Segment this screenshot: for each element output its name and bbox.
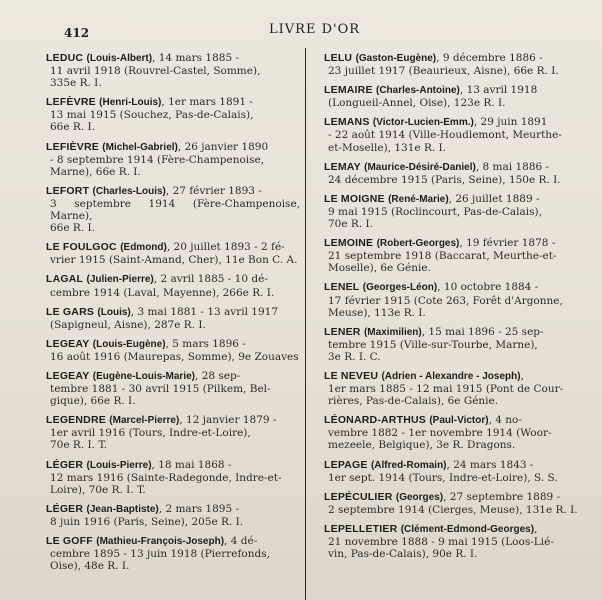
- entry-detail-line: mezeele, Belgique), 3e R. Dragons.: [328, 439, 516, 452]
- entry-detail-line: Marne), 66e R. I.: [50, 165, 141, 178]
- memorial-entry: LEDUC (Louis-Albert), 14 mars 1885 - 11 avril 1918 (Rouvrel-Castel, Somme), 335e R. I.: [46, 52, 261, 90]
- entry-surname: LEGEAY: [46, 369, 90, 382]
- entry-detail-line: 9 mai 1915 (Roclincourt, Pas-de-Calais),: [328, 205, 542, 218]
- entry-detail-line: 335e R. I.: [50, 77, 102, 90]
- entry-detail-line: - 8 septembre 1914 (Fère-Champenoise,: [50, 153, 265, 166]
- entry-detail-line: 24 décembre 1915 (Paris, Seine), 150e R. I.: [328, 173, 561, 186]
- entry-detail-line: gique), 66e R. I.: [50, 395, 136, 408]
- entry-given-names: (Jean-Baptiste): [86, 503, 159, 515]
- entry-detail-line: 70e R. I. T.: [50, 439, 108, 452]
- entry-given-names: (Adrien - Alexandre - Joseph): [381, 370, 521, 382]
- entry-detail-line: 3e R. I. C.: [328, 350, 381, 363]
- entry-detail-line: 3 mai 1881 - 13 avril 1917: [137, 305, 278, 318]
- entry-detail-line: 8 juin 1916 (Paris, Seine), 205e R. I.: [50, 515, 244, 528]
- entry-given-names: (Edmond): [120, 242, 167, 254]
- page-header: [0, 22, 602, 40]
- entry-detail-line: 3 septembre 1914 (Fère-Champenoise, Marne),: [50, 197, 300, 223]
- right-column: [314, 52, 584, 567]
- entry-detail-line: 21 novembre 1888 - 9 mai 1915 (Loos-Lié-: [328, 536, 554, 548]
- entry-detail-line: 24 mars 1843 -: [453, 458, 534, 471]
- memorial-entry: LEFÈVRE (Henri-Louis), 1er mars 1891 - 13 mai 1915 (Souchez, Pas-de-Calais), 66e R. I.: [46, 96, 254, 134]
- entry-surname: LENEL: [324, 281, 360, 294]
- entry-detail-line: 9 décembre 1886 -: [442, 52, 543, 64]
- memorial-entry: LE MOIGNE (René-Marie), 26 juillet 1889 - 9 mai 1915 (Roclincourt, Pas-de-Calais), 70e R. I.: [324, 192, 542, 231]
- entry-detail-line: cembre 1914 (Laval, Mayenne), 266e R. I.: [50, 286, 275, 299]
- entry-surname: LEMAIRE: [324, 84, 373, 97]
- entry-surname: LEGEAY: [46, 337, 90, 350]
- entry-surname: LELU: [324, 52, 353, 64]
- entry-detail-line: - 22 août 1914 (Ville-Houdlemont, Meurthe-: [328, 129, 562, 142]
- entry-surname: LEPÉCULIER: [324, 490, 393, 503]
- entry-detail-line: 13 mai 1915 (Souchez, Pas-de-Calais),: [50, 109, 254, 122]
- entry-surname: LEFORT: [46, 184, 90, 197]
- entry-detail-line: (Longueil-Annel, Oise), 123e R. I.: [328, 97, 506, 110]
- entry-given-names: (Robert-Georges): [376, 238, 460, 250]
- entry-detail-line: 8 mai 1886 -: [482, 160, 550, 173]
- memorial-entry: LENEL (Georges-Léon), 10 octobre 1884 - 17 février 1915 (Cote 263, Forêt d'Argonne, Meuse), 113e R. I.: [324, 281, 563, 319]
- entry-given-names: (Alfred-Romain): [370, 459, 447, 471]
- entry-surname: LEFIÈVRE: [46, 140, 99, 153]
- entry-detail-line: 66e R. I.: [50, 121, 95, 134]
- entry-detail-line: 19 février 1878 -: [466, 237, 556, 250]
- entry-surname: LE GARS: [46, 305, 95, 318]
- entry-detail-line: 1er avril 1916 (Tours, Indre-et-Loire),: [50, 427, 251, 440]
- entry-given-names: (Eugène-Louis-Marie): [92, 370, 195, 382]
- entry-given-names: (Louis-Albert): [86, 53, 153, 64]
- memorial-entry: LE GOFF (Mathieu-François-Joseph), 4 dé- cembre 1895 - 13 juin 1918 (Pierrefonds, Oise), 48e R. I.: [46, 535, 270, 573]
- entry-surname: LEPELLETIER: [324, 522, 398, 535]
- entry-detail-line: 12 janvier 1879 -: [186, 414, 277, 427]
- entry-detail-line: 10 octobre 1884 -: [443, 281, 539, 294]
- entry-detail-line: 28 sep-: [201, 369, 241, 382]
- entry-given-names: (Georges-Léon): [362, 282, 438, 294]
- entry-given-names: (Julien-Pierre): [86, 274, 154, 286]
- entry-given-names: (Charles-Louis): [92, 185, 166, 197]
- entry-detail-line: Oise), 48e R. I.: [50, 560, 130, 573]
- entry-given-names: (Louis): [97, 306, 131, 318]
- entry-detail-line: 4 no-: [495, 414, 522, 427]
- entry-detail-line: 66e R. I.: [50, 222, 95, 235]
- entry-detail-line: vin, Pas-de-Calais), 90e R. I.: [328, 548, 478, 561]
- entry-detail-line: 26 juillet 1889 -: [455, 192, 540, 205]
- memorial-entry: LENER (Maximilien), 15 mai 1896 - 25 sep- tembre 1915 (Ville-sur-Tourbe, Marne), 3e R. I. C.: [324, 325, 544, 363]
- entry-detail-line: 20 juillet 1893 - 2 fé-: [173, 241, 285, 254]
- entry-given-names: (Louis-Pierre): [86, 459, 152, 471]
- memorial-entry: LEGEAY (Louis-Eugène), 5 mars 1896 - 16 août 1916 (Maurepas, Somme), 9e Zouaves: [46, 337, 299, 363]
- entry-given-names: (Clément-Edmond-Georges): [400, 523, 535, 535]
- entry-detail-line: 2 mars 1895 -: [165, 502, 240, 515]
- entry-surname: LE NEVEU: [324, 369, 379, 382]
- column-divider: [305, 48, 306, 600]
- entry-given-names: (Charles-Antoine): [376, 85, 460, 97]
- entry-detail-line: vrier 1915 (Saint-Amand, Cher), 11e Bon C. A.: [50, 254, 298, 267]
- entry-detail-line: 23 juillet 1917 (Beaurieux, Aisne), 66e R. I.: [328, 65, 559, 78]
- entry-detail-line: vembre 1882 - 1er novembre 1914 (Woor-: [328, 427, 552, 440]
- memorial-entry: LÉGER (Louis-Pierre), 18 mai 1868 - 12 mars 1916 (Sainte-Radegonde, Indre-et- Loire), 70e R. I. T.: [46, 458, 282, 496]
- entry-detail-line: Loire), 70e R. I. T.: [50, 483, 146, 496]
- entry-detail-line: 17 février 1915 (Cote 263, Forêt d'Argonne,: [328, 294, 563, 307]
- entry-detail-line: 29 juin 1891: [480, 116, 548, 129]
- entry-surname: LENER: [324, 325, 361, 338]
- entry-detail-line: Meuse), 113e R. I.: [328, 306, 426, 319]
- page-title: LIVRE D'OR: [269, 22, 361, 37]
- entry-given-names: (Gaston-Eugène): [355, 53, 437, 64]
- entry-detail-line: 15 mai 1896 - 25 sep-: [428, 325, 544, 338]
- entry-surname: LE MOIGNE: [324, 192, 385, 205]
- entry-given-names: (Georges): [395, 491, 444, 503]
- entry-surname: LEMOINE: [324, 237, 374, 250]
- left-column: [36, 52, 300, 579]
- memorial-entry: LEGEAY (Eugène-Louis-Marie), 28 sep- tembre 1881 - 30 avril 1915 (Pilkem, Bel- gique), 66e R. I.: [46, 369, 271, 408]
- entry-given-names: (Paul-Victor): [429, 415, 489, 427]
- entry-surname: LEDUC: [46, 52, 84, 64]
- entry-detail-line: 27 septembre 1889 -: [449, 490, 561, 503]
- entry-surname: LEPAGE: [324, 458, 368, 471]
- memorial-entry: LÉONARD-ARTHUS (Paul-Victor), 4 no- vembre 1882 - 1er novembre 1914 (Woor- mezeele, Belgique), 3e R. Dragons.: [324, 414, 552, 452]
- entry-detail-line: 13 avril 1918: [466, 84, 538, 97]
- entry-detail-line: 16 août 1916 (Maurepas, Somme), 9e Zouaves: [50, 350, 299, 363]
- entry-surname: LÉGER: [46, 458, 84, 471]
- entry-surname: LEGENDRE: [46, 414, 106, 427]
- entry-detail-line: 70e R. I.: [328, 218, 373, 231]
- memorial-entry: LEFORT (Charles-Louis), 27 février 1893 - 3 septembre 1914 (Fère-Champenoise, Marne), 66e R. I.: [46, 184, 300, 235]
- entry-given-names: (Michel-Gabriel): [102, 141, 178, 153]
- entry-given-names: (Marcel-Pierre): [109, 415, 180, 427]
- page-number: 412: [64, 26, 90, 40]
- entry-detail-line: 11 avril 1918 (Rouvrel-Castel, Somme),: [50, 65, 261, 78]
- entry-detail-line: 1er sept. 1914 (Tours, Indre-et-Loire), S. S.: [328, 471, 558, 484]
- entry-detail-line: 1er mars 1885 - 12 mai 1915 (Pont de Cour-: [328, 383, 564, 396]
- entry-given-names: (Maximilien): [363, 326, 422, 338]
- entry-surname: LEMANS: [324, 116, 370, 129]
- memorial-entry: LEMAIRE (Charles-Antoine), 13 avril 1918 (Longueil-Annel, Oise), 123e R. I.: [324, 84, 538, 110]
- memorial-entry: [314, 370, 584, 407]
- entry-given-names: (Mathieu-François-Joseph): [96, 536, 225, 547]
- memorial-entry: LEPÉCULIER (Georges), 27 septembre 1889 - 2 septembre 1914 (Cierges, Meuse), 131e R. I.: [324, 490, 578, 516]
- memorial-entry: [314, 523, 584, 560]
- memorial-entry: LEFIÈVRE (Michel-Gabriel), 26 janvier 1890 - 8 septembre 1914 (Fère-Champenoise, Marne), 66e R. I.: [46, 140, 269, 178]
- entry-surname: LAGAL: [46, 273, 84, 286]
- entry-detail-line: 2 septembre 1914 (Cierges, Meuse), 131e R. I.: [328, 503, 578, 516]
- entry-given-names: (Louis-Eugène): [92, 338, 166, 350]
- memorial-entry: LEMANS (Victor-Lucien-Emm.), 29 juin 1891 - 22 août 1914 (Ville-Houdlemont, Meurthe- et-Moselle), 131e R. I.: [324, 116, 562, 154]
- entry-surname: LÉONARD-ARTHUS: [324, 414, 426, 427]
- memorial-entry: LELU (Gaston-Eugène), 9 décembre 1886 - 23 juillet 1917 (Beaurieux, Aisne), 66e R. I.: [324, 52, 559, 78]
- entry-given-names: (René-Marie): [388, 193, 449, 205]
- entry-detail-line: 14 mars 1885 -: [158, 52, 240, 64]
- entry-given-names: (Maurice-Désiré-Daniel): [364, 161, 476, 173]
- entry-detail-line: cembre 1895 - 13 juin 1918 (Pierrefonds,: [50, 548, 270, 561]
- entry-detail-line: 2 avril 1885 - 10 dé-: [160, 273, 268, 286]
- entry-given-names: (Victor-Lucien-Emm.): [372, 117, 474, 129]
- memorial-entry: LÉGER (Jean-Baptiste), 2 mars 1895 - 8 juin 1916 (Paris, Seine), 205e R. I.: [46, 502, 244, 528]
- memorial-entry: LEMOINE (Robert-Georges), 19 février 1878 - 21 septembre 1918 (Baccarat, Meurthe-et- Moselle), 6e Génie.: [324, 237, 557, 275]
- memorial-entry: LAGAL (Julien-Pierre), 2 avril 1885 - 10 dé- cembre 1914 (Laval, Mayenne), 266e R. I.: [46, 273, 275, 299]
- entry-detail-line: 21 septembre 1918 (Baccarat, Meurthe-et-: [328, 250, 557, 263]
- entry-detail-line: (Sapigneul, Aisne), 287e R. I.: [50, 318, 206, 331]
- entry-given-names: (Henri-Louis): [99, 97, 162, 109]
- entry-detail-line: ,: [534, 522, 538, 535]
- entry-detail-line: Moselle), 6e Génie.: [328, 262, 431, 275]
- entry-detail-line: ,: [520, 369, 524, 382]
- entry-detail-line: tembre 1915 (Ville-sur-Tourbe, Marne),: [328, 338, 538, 351]
- memorial-entry: LEGENDRE (Marcel-Pierre), 12 janvier 1879 - 1er avril 1916 (Tours, Indre-et-Loire), 70e R. I. T.: [46, 414, 277, 452]
- memorial-entry: LEMAY (Maurice-Désiré-Daniel), 8 mai 1886 - 24 décembre 1915 (Paris, Seine), 150e R. I.: [324, 160, 561, 186]
- entry-surname: LEMAY: [324, 160, 361, 173]
- entry-detail-line: et-Moselle), 131e R. I.: [328, 141, 447, 154]
- entry-surname: LÉGER: [46, 502, 84, 515]
- entry-detail-line: 27 février 1893 -: [172, 184, 262, 197]
- entry-detail-line: 4 dé-: [230, 535, 258, 547]
- entry-detail-line: 5 mars 1896 -: [172, 337, 246, 350]
- entry-detail-line: 12 mars 1916 (Sainte-Radegonde, Indre-et-: [50, 471, 282, 484]
- entry-detail-line: 18 mai 1868 -: [158, 458, 232, 471]
- entry-detail-line: 1er mars 1891 -: [168, 96, 253, 109]
- entry-detail-line: tembre 1881 - 30 avril 1915 (Pilkem, Bel-: [50, 383, 271, 396]
- entry-detail-line: 26 janvier 1890: [184, 140, 269, 153]
- memorial-entry: LE GARS (Louis), 3 mai 1881 - 13 avril 1917 (Sapigneul, Aisne), 287e R. I.: [46, 305, 278, 331]
- entry-surname: LE GOFF: [46, 535, 93, 547]
- memorial-entry: LEPAGE (Alfred-Romain), 24 mars 1843 - 1er sept. 1914 (Tours, Indre-et-Loire), S. S.: [324, 458, 558, 484]
- entry-surname: LEFÈVRE: [46, 96, 96, 109]
- entry-surname: LE FOULGOC: [46, 241, 117, 254]
- entry-detail-line: rières, Pas-de-Calais), 6e Génie.: [328, 395, 499, 408]
- memorial-entry: LE FOULGOC (Edmond), 20 juillet 1893 - 2 fé- vrier 1915 (Saint-Amand, Cher), 11e Bon C. A.: [46, 241, 298, 267]
